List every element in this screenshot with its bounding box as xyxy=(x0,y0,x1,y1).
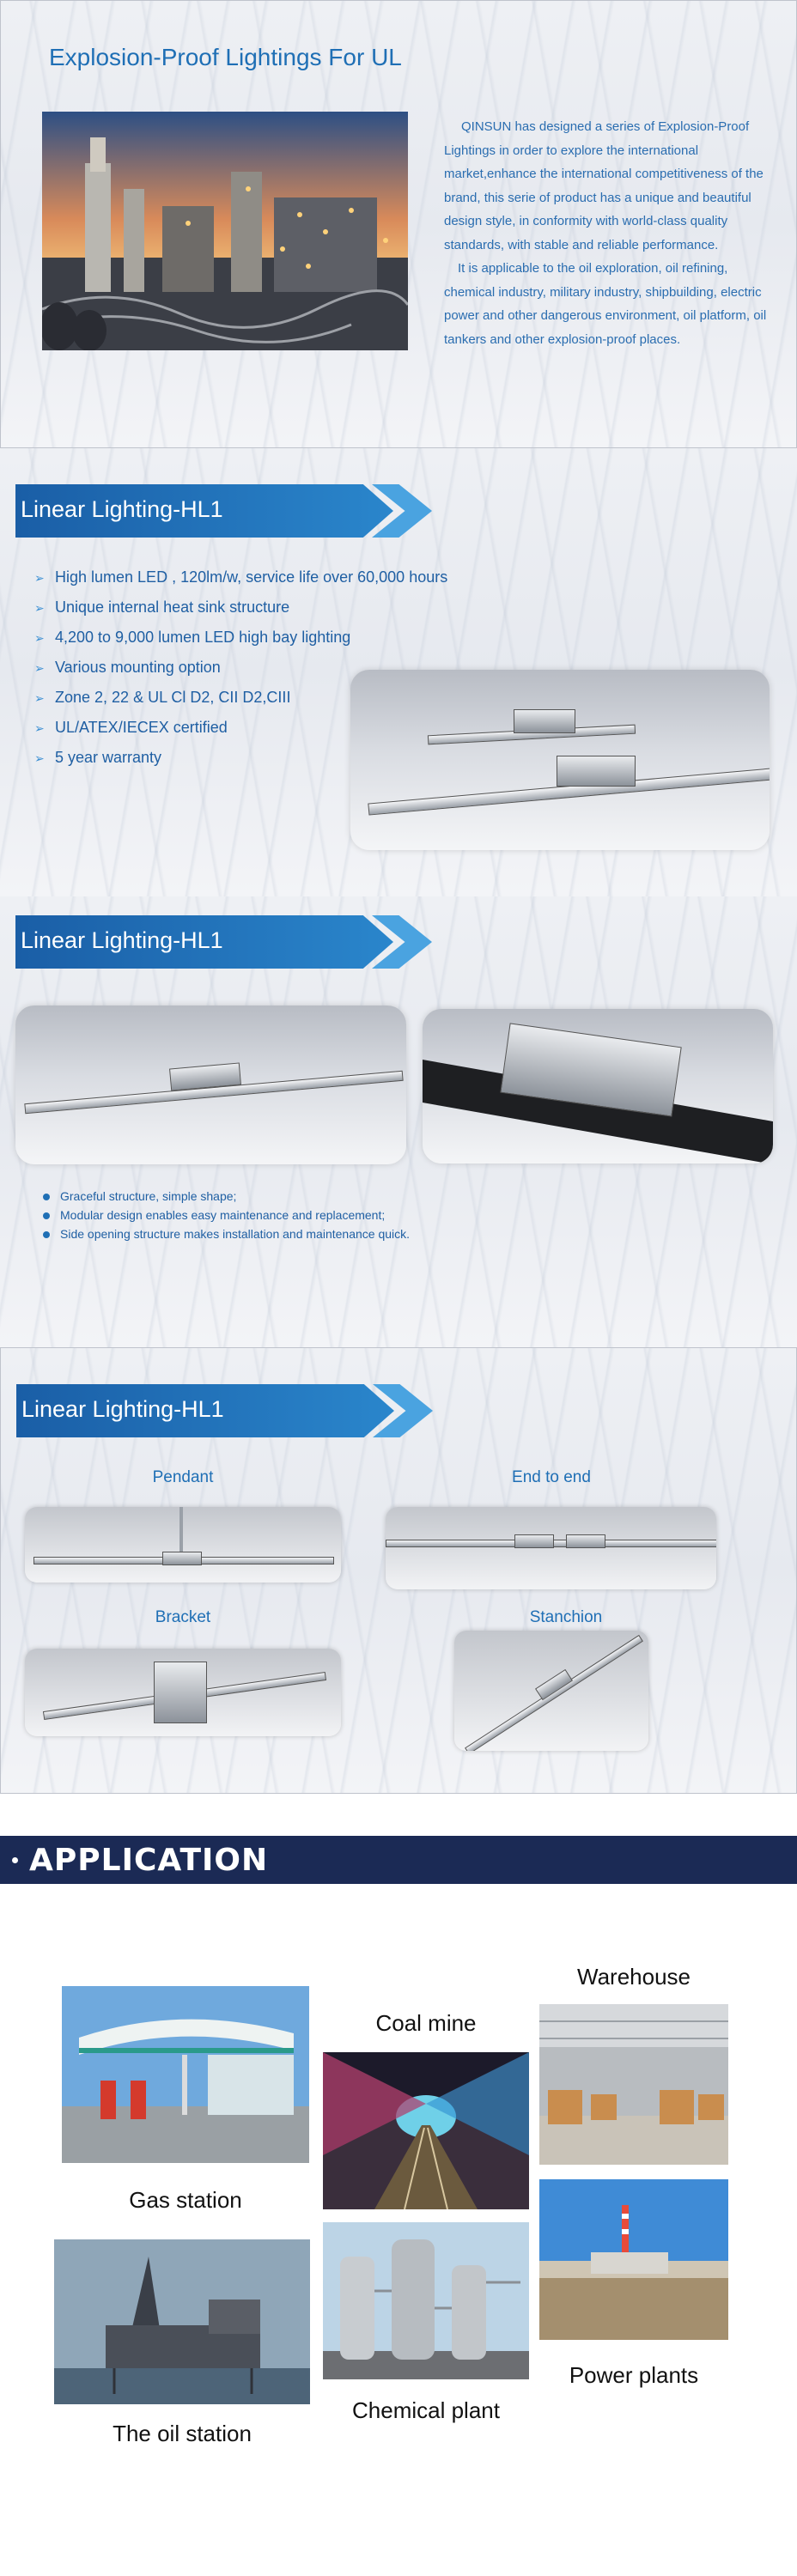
mount-label-stanchion: Stanchion xyxy=(529,1608,603,1626)
bullet-dot-icon xyxy=(43,1231,50,1238)
gas-station-photo xyxy=(62,1986,309,2163)
bullet-item: Graceful structure, simple shape; xyxy=(43,1189,236,1203)
section1-banner-title: Linear Lighting-HL1 xyxy=(21,496,223,522)
chemical-plant-photo xyxy=(323,2222,529,2379)
app-label-power-plants: Power plants xyxy=(569,2362,699,2388)
section2-banner xyxy=(15,915,445,969)
mount-label-bracket: Bracket xyxy=(155,1608,211,1626)
chevron-right-icon: ➢ xyxy=(34,601,45,615)
chevron-right-icon: ➢ xyxy=(34,691,45,705)
feature-item: ➢ Zone 2, 22 & UL Cl D2, CII D2,CIII xyxy=(34,689,291,706)
intro-text xyxy=(444,115,772,351)
chevron-right-icon: ➢ xyxy=(34,631,45,645)
intro-paragraph-1: QINSUN has designed a series of Explosion-Proof Lightings in order to explore the international market,enhance the international competitiveness of the brand, this serie of product has a unique and beautiful design style, in conformity with world-class quality standards, with stable and reliable performance. xyxy=(444,119,764,252)
page-title: Explosion-Proof Lightings For UL xyxy=(49,44,402,70)
feature-item: ➢ 4,200 to 9,000 lumen LED high bay lighting xyxy=(34,629,351,646)
mount-label-end-to-end: End to end xyxy=(512,1468,591,1486)
warehouse-photo xyxy=(539,2004,728,2165)
feature-item: ➢ UL/ATEX/IECEX certified xyxy=(34,719,228,736)
section2-banner-title: Linear Lighting-HL1 xyxy=(21,927,223,953)
mounting-section xyxy=(0,1347,797,1794)
feature-item: ➢ 5 year warranty xyxy=(34,749,162,766)
refinery-photo xyxy=(42,112,408,350)
mount-image-stanchion xyxy=(454,1631,648,1751)
intro-paragraph-2: It is applicable to the oil exploration, oil refining, chemical industry, military industry, shipbuilding, electric power and other dangerous environment, oil platform, oil tankers and other explosion-proof places. xyxy=(444,261,767,347)
coal-mine-photo xyxy=(323,2052,529,2209)
bullet-item: Modular design enables easy maintenance and replacement; xyxy=(43,1208,385,1222)
section3-banner-title: Linear Lighting-HL1 xyxy=(21,1396,224,1422)
mount-image-pendant xyxy=(25,1507,341,1583)
bullet-dot-icon xyxy=(43,1212,50,1219)
product-image-pair xyxy=(350,670,770,850)
bullet-dot-icon xyxy=(43,1194,50,1200)
chevron-right-icon: ➢ xyxy=(34,721,45,735)
section3-banner xyxy=(16,1384,446,1437)
bullet-item: Side opening structure makes installation and maintenance quick. xyxy=(43,1227,410,1241)
application-section xyxy=(0,1794,797,2576)
feature-item: ➢ Various mounting option xyxy=(34,659,221,676)
power-plant-photo xyxy=(539,2179,728,2340)
mount-label-pendant: Pendant xyxy=(152,1468,214,1486)
app-label-coal-mine: Coal mine xyxy=(375,2010,477,2036)
application-heading: APPLICATION xyxy=(29,1843,269,1878)
app-label-oil-station: The oil station xyxy=(113,2421,252,2446)
product-side-view xyxy=(15,1005,406,1164)
app-label-chemical-plant: Chemical plant xyxy=(352,2397,500,2423)
feature-item: ➢ High lumen LED , 120lm/w, service life over 60,000 hours xyxy=(34,568,448,586)
product-closeup xyxy=(423,1009,773,1163)
chevron-right-icon: ➢ xyxy=(34,571,45,585)
product-section-2 xyxy=(0,896,797,1347)
product-section-1 xyxy=(0,448,797,896)
app-label-gas-station: Gas station xyxy=(129,2187,242,2213)
intro-section xyxy=(0,0,797,448)
oil-station-photo xyxy=(54,2239,310,2404)
chevron-right-icon: ➢ xyxy=(34,661,45,675)
bullet-dot-icon xyxy=(12,1857,18,1863)
mount-image-bracket xyxy=(25,1649,341,1736)
feature-item: ➢ Unique internal heat sink structure xyxy=(34,598,290,616)
mount-image-end-to-end xyxy=(386,1507,716,1589)
section1-banner xyxy=(15,484,445,538)
app-label-warehouse: Warehouse xyxy=(577,1964,691,1990)
chevron-right-icon: ➢ xyxy=(34,751,45,765)
application-header-bar xyxy=(0,1836,797,1884)
